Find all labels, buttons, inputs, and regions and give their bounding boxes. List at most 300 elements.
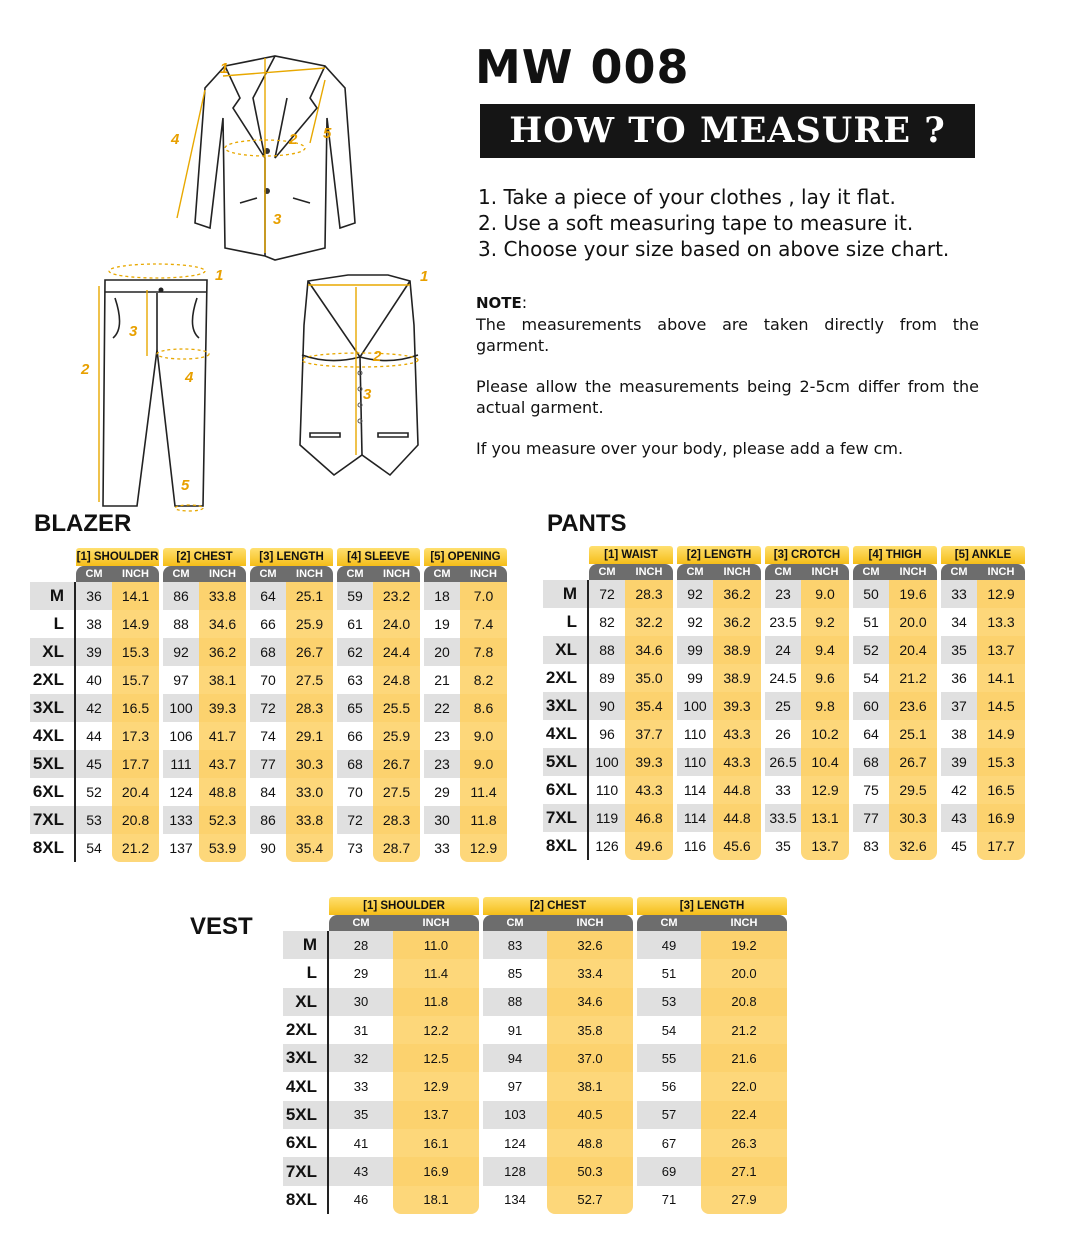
cm-value: 50 — [853, 580, 889, 608]
inch-value: 8.2 — [460, 666, 507, 694]
cm-value: 53 — [637, 988, 701, 1016]
cm-value: 84 — [250, 778, 286, 806]
inch-value: 16.9 — [393, 1157, 479, 1185]
size-label: 4XL — [283, 1072, 329, 1100]
inch-value: 20.8 — [701, 988, 787, 1016]
cm-value: 33 — [941, 580, 977, 608]
inch-value: 15.3 — [112, 638, 159, 666]
inch-value: 43.3 — [713, 748, 761, 776]
cm-value: 134 — [483, 1186, 547, 1214]
cm-value: 38 — [941, 720, 977, 748]
cm-value: 99 — [677, 636, 713, 664]
vest-size-table — [283, 897, 787, 1214]
table-row — [543, 804, 1025, 832]
inch-value: 40.5 — [547, 1101, 633, 1129]
size-label: 8XL — [543, 832, 589, 860]
inch-value: 24.4 — [373, 638, 420, 666]
cm-value: 24 — [765, 636, 801, 664]
cm-value: 110 — [677, 720, 713, 748]
inch-value: 9.2 — [801, 608, 849, 636]
size-label: XL — [543, 636, 589, 664]
cm-value: 39 — [76, 638, 112, 666]
size-label: 6XL — [543, 776, 589, 804]
size-label: L — [30, 610, 76, 638]
inch-value: 41.7 — [199, 722, 246, 750]
cm-value: 70 — [337, 778, 373, 806]
size-label: 7XL — [30, 806, 76, 834]
cm-value: 42 — [941, 776, 977, 804]
inch-value: 35.4 — [286, 834, 333, 862]
cm-value: 66 — [250, 610, 286, 638]
size-label: XL — [30, 638, 76, 666]
measure-steps — [478, 184, 949, 262]
cm-value: 38 — [76, 610, 112, 638]
column-group-header: [2] LENGTH — [677, 546, 761, 564]
product-code: MW 008 — [475, 40, 690, 94]
unit-inch-header: INCH — [547, 915, 633, 931]
cm-value: 32 — [329, 1044, 393, 1072]
inch-value: 34.6 — [547, 988, 633, 1016]
size-label: 3XL — [543, 692, 589, 720]
inch-value: 16.9 — [977, 804, 1025, 832]
pants-table — [543, 546, 1025, 860]
inch-value: 32.6 — [547, 931, 633, 959]
blazer-title: BLAZER — [34, 510, 132, 537]
unit-cm-header: CM — [424, 566, 460, 582]
table-row — [543, 720, 1025, 748]
inch-value: 29.1 — [286, 722, 333, 750]
blazer-diagram — [165, 48, 365, 268]
inch-value: 39.3 — [713, 692, 761, 720]
size-label: L — [283, 959, 329, 987]
inch-value: 10.2 — [801, 720, 849, 748]
note-label: NOTE — [476, 294, 522, 312]
size-label: 6XL — [30, 778, 76, 806]
cm-value: 73 — [337, 834, 373, 862]
cm-value: 63 — [337, 666, 373, 694]
table-row — [283, 959, 787, 987]
inch-value: 30.3 — [286, 750, 333, 778]
inch-value: 38.1 — [199, 666, 246, 694]
inch-value: 33.0 — [286, 778, 333, 806]
table-row — [30, 694, 507, 722]
step-item: 2. Use a soft measuring tape to measure it. — [478, 211, 914, 235]
size-label: 3XL — [30, 694, 76, 722]
inch-value: 13.7 — [801, 832, 849, 860]
inch-value: 36.2 — [713, 580, 761, 608]
column-group-header: [4] THIGH — [853, 546, 937, 564]
cm-value: 68 — [853, 748, 889, 776]
inch-value: 13.1 — [801, 804, 849, 832]
cm-value: 55 — [637, 1044, 701, 1072]
cm-value: 18 — [424, 582, 460, 610]
cm-value: 22 — [424, 694, 460, 722]
cm-value: 30 — [329, 988, 393, 1016]
inch-value: 49.6 — [625, 832, 673, 860]
cm-value: 110 — [589, 776, 625, 804]
pants-diagram — [75, 258, 235, 514]
cm-value: 21 — [424, 666, 460, 694]
inch-value: 13.7 — [977, 636, 1025, 664]
inch-value: 20.0 — [889, 608, 937, 636]
inch-value: 28.3 — [373, 806, 420, 834]
cm-value: 71 — [637, 1186, 701, 1214]
inch-value: 25.5 — [373, 694, 420, 722]
cm-value: 72 — [337, 806, 373, 834]
inch-value: 39.3 — [625, 748, 673, 776]
cm-value: 64 — [250, 582, 286, 610]
inch-value: 24.8 — [373, 666, 420, 694]
cm-value: 97 — [483, 1072, 547, 1100]
table-row — [283, 1044, 787, 1072]
inch-value: 7.0 — [460, 582, 507, 610]
table-row — [283, 1016, 787, 1044]
pants-num-3: 3 — [129, 323, 138, 340]
unit-cm-header: CM — [250, 566, 286, 582]
vest-diagram — [290, 265, 435, 483]
inch-value: 15.7 — [112, 666, 159, 694]
size-label: 6XL — [283, 1129, 329, 1157]
cm-value: 100 — [163, 694, 199, 722]
size-label: L — [543, 608, 589, 636]
table-row — [283, 1186, 787, 1214]
cm-value: 89 — [589, 664, 625, 692]
inch-value: 11.0 — [393, 931, 479, 959]
cm-value: 72 — [589, 580, 625, 608]
blazer-num-3: 3 — [273, 211, 282, 228]
cm-value: 23 — [424, 722, 460, 750]
cm-value: 45 — [76, 750, 112, 778]
blazer-num-4: 4 — [171, 131, 180, 148]
unit-inch-header: INCH — [713, 564, 761, 580]
table-corner — [543, 546, 589, 564]
inch-value: 10.4 — [801, 748, 849, 776]
cm-value: 31 — [329, 1016, 393, 1044]
inch-value: 20.8 — [112, 806, 159, 834]
inch-value: 16.5 — [112, 694, 159, 722]
cm-value: 41 — [329, 1129, 393, 1157]
inch-value: 27.5 — [286, 666, 333, 694]
table-row — [30, 638, 507, 666]
cm-value: 59 — [337, 582, 373, 610]
table-corner — [283, 897, 329, 915]
cm-value: 74 — [250, 722, 286, 750]
cm-value: 128 — [483, 1157, 547, 1185]
cm-value: 106 — [163, 722, 199, 750]
unit-cm-header: CM — [637, 915, 701, 931]
inch-value: 20.4 — [889, 636, 937, 664]
inch-value: 35.0 — [625, 664, 673, 692]
inch-value: 36.2 — [713, 608, 761, 636]
unit-inch-header: INCH — [199, 566, 246, 582]
unit-cm-header: CM — [677, 564, 713, 580]
inch-value: 14.1 — [977, 664, 1025, 692]
pants-num-1: 1 — [215, 267, 224, 284]
inch-value: 11.4 — [460, 778, 507, 806]
inch-value: 25.9 — [373, 722, 420, 750]
size-label: M — [30, 582, 76, 610]
inch-value: 52.3 — [199, 806, 246, 834]
blazer-table — [30, 548, 507, 862]
column-group-header: [1] WAIST — [589, 546, 673, 564]
cm-value: 52 — [76, 778, 112, 806]
cm-value: 23 — [765, 580, 801, 608]
unit-cm-header: CM — [589, 564, 625, 580]
pants-title: PANTS — [547, 510, 627, 537]
inch-value: 50.3 — [547, 1157, 633, 1185]
cm-value: 29 — [424, 778, 460, 806]
size-label: XL — [283, 988, 329, 1016]
unit-inch-header: INCH — [701, 915, 787, 931]
inch-value: 46.8 — [625, 804, 673, 832]
vest-num-3: 3 — [363, 386, 372, 403]
cm-value: 119 — [589, 804, 625, 832]
cm-value: 69 — [637, 1157, 701, 1185]
table-row — [543, 692, 1025, 720]
table-row — [283, 988, 787, 1016]
inch-value: 27.1 — [701, 1157, 787, 1185]
inch-value: 9.0 — [460, 750, 507, 778]
inch-value: 17.7 — [977, 832, 1025, 860]
cm-value: 57 — [637, 1101, 701, 1129]
inch-value: 20.4 — [112, 778, 159, 806]
vest-title: VEST — [190, 913, 253, 940]
note-colon: : — [521, 293, 528, 312]
unit-cm-header: CM — [337, 566, 373, 582]
inch-value: 27.9 — [701, 1186, 787, 1214]
inch-value: 9.0 — [801, 580, 849, 608]
cm-value: 110 — [677, 748, 713, 776]
inch-value: 35.4 — [625, 692, 673, 720]
cm-value: 67 — [637, 1129, 701, 1157]
inch-value: 21.6 — [701, 1044, 787, 1072]
inch-value: 11.8 — [460, 806, 507, 834]
size-label: M — [283, 931, 329, 959]
table-row — [30, 834, 507, 862]
size-label: 2XL — [543, 664, 589, 692]
inch-value: 48.8 — [547, 1129, 633, 1157]
cm-value: 83 — [483, 931, 547, 959]
inch-value: 11.8 — [393, 988, 479, 1016]
table-row — [30, 610, 507, 638]
cm-value: 133 — [163, 806, 199, 834]
note-line: The measurements above are taken directly from the garment. — [476, 315, 979, 355]
cm-value: 33.5 — [765, 804, 801, 832]
table-row — [283, 1129, 787, 1157]
inch-value: 17.3 — [112, 722, 159, 750]
inch-value: 48.8 — [199, 778, 246, 806]
inch-value: 8.6 — [460, 694, 507, 722]
size-label: 7XL — [543, 804, 589, 832]
cm-value: 46 — [329, 1186, 393, 1214]
pants-size-table — [543, 546, 1025, 860]
inch-value: 14.5 — [977, 692, 1025, 720]
cm-value: 83 — [853, 832, 889, 860]
table-row — [30, 666, 507, 694]
table-row — [543, 748, 1025, 776]
inch-value: 28.3 — [286, 694, 333, 722]
cm-value: 29 — [329, 959, 393, 987]
cm-value: 96 — [589, 720, 625, 748]
note-line: Please allow the measurements being 2-5cm differ from the actual garment. — [476, 377, 979, 417]
inch-value: 26.7 — [373, 750, 420, 778]
inch-value: 27.5 — [373, 778, 420, 806]
inch-value: 9.0 — [460, 722, 507, 750]
table-row — [283, 931, 787, 959]
inch-value: 33.8 — [286, 806, 333, 834]
cm-value: 26 — [765, 720, 801, 748]
table-row — [283, 1101, 787, 1129]
inch-value: 37.7 — [625, 720, 673, 748]
blazer-num-2: 2 — [289, 131, 298, 148]
inch-value: 9.4 — [801, 636, 849, 664]
cm-value: 99 — [677, 664, 713, 692]
table-row — [30, 806, 507, 834]
cm-value: 100 — [677, 692, 713, 720]
cm-value: 97 — [163, 666, 199, 694]
cm-value: 51 — [637, 959, 701, 987]
cm-value: 111 — [163, 750, 199, 778]
inch-value: 39.3 — [199, 694, 246, 722]
cm-value: 33 — [765, 776, 801, 804]
inch-value: 22.0 — [701, 1072, 787, 1100]
cm-value: 92 — [677, 580, 713, 608]
unit-cm-header: CM — [941, 564, 977, 580]
inch-value: 37.0 — [547, 1044, 633, 1072]
size-label: 2XL — [283, 1016, 329, 1044]
inch-value: 7.8 — [460, 638, 507, 666]
size-label: 5XL — [543, 748, 589, 776]
unit-inch-header: INCH — [112, 566, 159, 582]
size-label: 5XL — [30, 750, 76, 778]
inch-value: 21.2 — [112, 834, 159, 862]
inch-value: 33.4 — [547, 959, 633, 987]
column-group-header: [5] OPENING — [424, 548, 507, 566]
pants-num-4: 4 — [185, 369, 194, 386]
table-row — [30, 582, 507, 610]
pants-num-5: 5 — [181, 477, 190, 494]
cm-value: 90 — [250, 834, 286, 862]
column-group-header: [3] LENGTH — [250, 548, 333, 566]
cm-value: 124 — [163, 778, 199, 806]
column-group-header: [1] SHOULDER — [329, 897, 479, 915]
unit-inch-header: INCH — [977, 564, 1025, 580]
inch-value: 25.1 — [889, 720, 937, 748]
size-label: 8XL — [283, 1186, 329, 1214]
cm-value: 49 — [637, 931, 701, 959]
cm-value: 90 — [589, 692, 625, 720]
cm-value: 86 — [163, 582, 199, 610]
cm-value: 137 — [163, 834, 199, 862]
cm-value: 88 — [163, 610, 199, 638]
cm-value: 36 — [941, 664, 977, 692]
cm-value: 86 — [250, 806, 286, 834]
inch-value: 7.4 — [460, 610, 507, 638]
inch-value: 43.3 — [625, 776, 673, 804]
cm-value: 75 — [853, 776, 889, 804]
cm-value: 66 — [337, 722, 373, 750]
inch-value: 28.3 — [625, 580, 673, 608]
inch-value: 14.9 — [112, 610, 159, 638]
column-group-header: [2] CHEST — [163, 548, 246, 566]
inch-value: 12.9 — [801, 776, 849, 804]
cm-value: 91 — [483, 1016, 547, 1044]
column-group-header: [3] LENGTH — [637, 897, 787, 915]
table-row — [283, 1072, 787, 1100]
inch-value: 15.3 — [977, 748, 1025, 776]
cm-value: 94 — [483, 1044, 547, 1072]
table-row — [543, 608, 1025, 636]
column-group-header: [3] CROTCH — [765, 546, 849, 564]
table-row — [30, 722, 507, 750]
vest-table — [283, 897, 787, 1214]
inch-value: 38.9 — [713, 664, 761, 692]
table-row — [543, 580, 1025, 608]
cm-value: 54 — [76, 834, 112, 862]
note-block — [476, 292, 979, 479]
table-row — [283, 1157, 787, 1185]
inch-value: 16.1 — [393, 1129, 479, 1157]
inch-value: 44.8 — [713, 776, 761, 804]
cm-value: 64 — [853, 720, 889, 748]
cm-value: 51 — [853, 608, 889, 636]
cm-value: 23.5 — [765, 608, 801, 636]
inch-value: 19.6 — [889, 580, 937, 608]
inch-value: 20.0 — [701, 959, 787, 987]
inch-value: 17.7 — [112, 750, 159, 778]
cm-value: 26.5 — [765, 748, 801, 776]
inch-value: 44.8 — [713, 804, 761, 832]
inch-value: 12.9 — [393, 1072, 479, 1100]
cm-value: 114 — [677, 776, 713, 804]
cm-value: 116 — [677, 832, 713, 860]
inch-value: 28.7 — [373, 834, 420, 862]
inch-value: 21.2 — [889, 664, 937, 692]
table-row — [543, 776, 1025, 804]
cm-value: 37 — [941, 692, 977, 720]
cm-value: 20 — [424, 638, 460, 666]
unit-inch-header: INCH — [889, 564, 937, 580]
inch-value: 16.5 — [977, 776, 1025, 804]
inch-value: 14.9 — [977, 720, 1025, 748]
cm-value: 24.5 — [765, 664, 801, 692]
inch-value: 45.6 — [713, 832, 761, 860]
inch-value: 35.8 — [547, 1016, 633, 1044]
cm-value: 88 — [589, 636, 625, 664]
inch-value: 43.3 — [713, 720, 761, 748]
inch-value: 9.6 — [801, 664, 849, 692]
inch-value: 30.3 — [889, 804, 937, 832]
cm-value: 62 — [337, 638, 373, 666]
cm-value: 54 — [853, 664, 889, 692]
column-group-header: [4] SLEEVE — [337, 548, 420, 566]
cm-value: 36 — [76, 582, 112, 610]
size-label: M — [543, 580, 589, 608]
size-label: 4XL — [30, 722, 76, 750]
inch-value: 21.2 — [701, 1016, 787, 1044]
cm-value: 114 — [677, 804, 713, 832]
cm-value: 56 — [637, 1072, 701, 1100]
cm-value: 35 — [941, 636, 977, 664]
inch-value: 12.9 — [977, 580, 1025, 608]
cm-value: 72 — [250, 694, 286, 722]
step-item: 1. Take a piece of your clothes , lay it flat. — [478, 185, 896, 209]
table-row — [30, 750, 507, 778]
cm-value: 77 — [250, 750, 286, 778]
inch-value: 38.1 — [547, 1072, 633, 1100]
cm-value: 61 — [337, 610, 373, 638]
unit-inch-header: INCH — [393, 915, 479, 931]
